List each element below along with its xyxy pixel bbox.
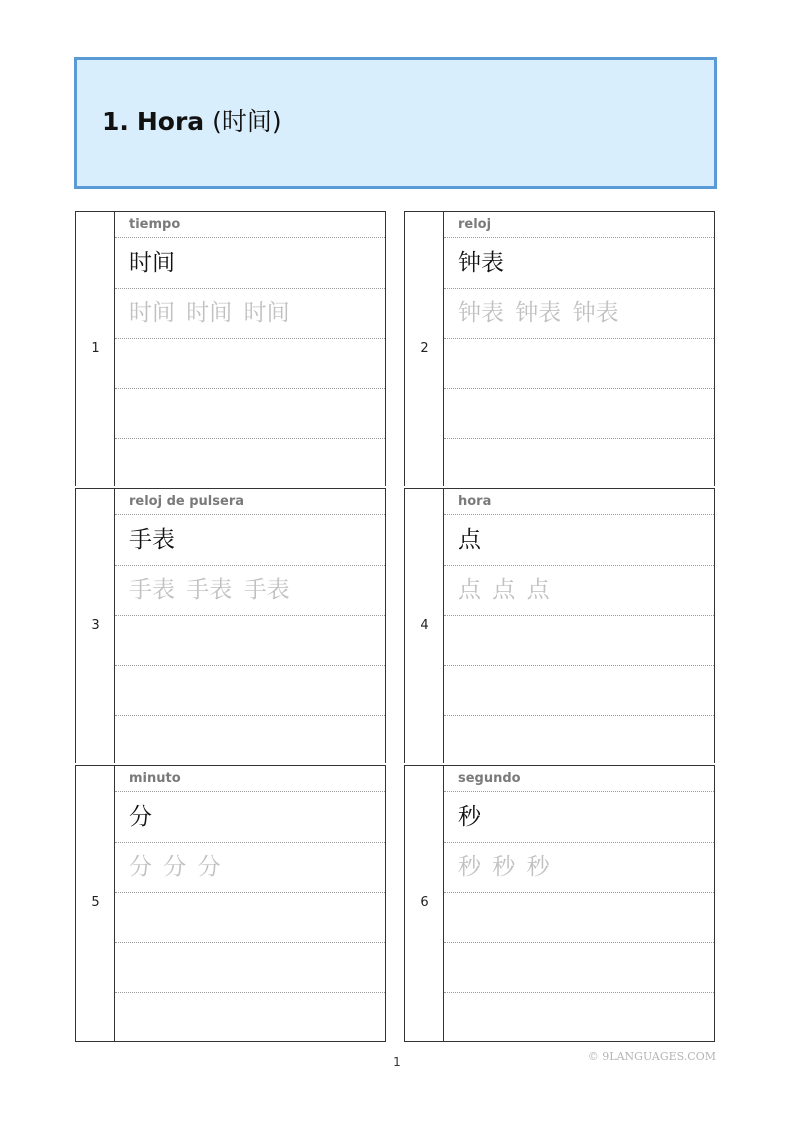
practice-row xyxy=(115,942,385,993)
vocab-card xyxy=(404,488,715,763)
card-number-column xyxy=(405,489,444,763)
card-number: 2 xyxy=(420,341,429,356)
practice-row xyxy=(444,338,714,389)
hanzi-row xyxy=(444,792,714,843)
lesson-number: 1. xyxy=(102,107,129,136)
hanzi-row xyxy=(115,515,385,566)
trace-row xyxy=(115,842,385,893)
card-hanzi: 时间 xyxy=(129,250,175,276)
copyright-notice: © 9LANGUAGES.COM xyxy=(587,1050,716,1063)
card-content xyxy=(444,212,714,486)
practice-row xyxy=(444,992,714,1042)
vocab-card xyxy=(75,211,386,486)
card-number-column xyxy=(405,212,444,486)
card-content xyxy=(444,766,714,1041)
practice-row xyxy=(444,388,714,439)
practice-row xyxy=(444,715,714,765)
vocab-card xyxy=(75,765,386,1042)
card-content xyxy=(115,766,385,1041)
lesson-header xyxy=(74,57,717,189)
card-meaning-row xyxy=(444,766,714,792)
trace-row xyxy=(444,565,714,616)
practice-row xyxy=(115,338,385,389)
card-meaning-row xyxy=(444,489,714,515)
card-meaning: segundo xyxy=(458,771,521,786)
card-meaning: tiempo xyxy=(129,217,181,232)
practice-row xyxy=(115,388,385,439)
card-hanzi: 分 xyxy=(129,804,152,830)
card-number-column xyxy=(405,766,444,1041)
trace-row xyxy=(115,288,385,339)
card-hanzi: 点 xyxy=(458,527,481,553)
vocab-card xyxy=(404,211,715,486)
card-number: 6 xyxy=(420,895,429,910)
hanzi-row xyxy=(115,238,385,289)
lesson-word: Hora xyxy=(136,107,205,136)
card-meaning: reloj xyxy=(458,217,492,232)
trace-row xyxy=(444,842,714,893)
lesson-title xyxy=(102,107,282,137)
card-number-column xyxy=(76,766,115,1041)
trace-row xyxy=(115,565,385,616)
card-trace: 分 分 分 xyxy=(129,854,221,880)
card-meaning-row xyxy=(115,489,385,515)
card-meaning-row xyxy=(444,212,714,238)
vocab-card xyxy=(404,765,715,1042)
hanzi-row xyxy=(444,238,714,289)
card-number: 4 xyxy=(420,618,429,633)
practice-row xyxy=(444,665,714,716)
card-hanzi: 钟表 xyxy=(458,250,504,276)
card-number: 3 xyxy=(91,618,100,633)
card-meaning: reloj de pulsera xyxy=(129,494,245,509)
card-trace: 点 点 点 xyxy=(458,577,550,603)
hanzi-row xyxy=(444,515,714,566)
practice-row xyxy=(444,615,714,666)
card-number-column xyxy=(76,212,115,486)
lesson-chinese: (时间) xyxy=(212,107,282,136)
page-number: 1 xyxy=(393,1055,401,1069)
card-number-column xyxy=(76,489,115,763)
card-trace: 时间 时间 时间 xyxy=(129,300,290,326)
card-meaning: minuto xyxy=(129,771,181,786)
hanzi-row xyxy=(115,792,385,843)
practice-row xyxy=(115,665,385,716)
card-meaning: hora xyxy=(458,494,492,509)
card-meaning-row xyxy=(115,766,385,792)
practice-row xyxy=(444,942,714,993)
card-hanzi: 秒 xyxy=(458,804,481,830)
card-content xyxy=(115,212,385,486)
card-content xyxy=(444,489,714,763)
card-number: 5 xyxy=(91,895,100,910)
vocab-card xyxy=(75,488,386,763)
card-trace: 手表 手表 手表 xyxy=(129,577,290,603)
trace-row xyxy=(444,288,714,339)
card-trace: 秒 秒 秒 xyxy=(458,854,550,880)
card-trace: 钟表 钟表 钟表 xyxy=(458,300,619,326)
card-hanzi: 手表 xyxy=(129,527,175,553)
practice-row xyxy=(444,892,714,943)
card-meaning-row xyxy=(115,212,385,238)
card-number: 1 xyxy=(91,341,100,356)
practice-row xyxy=(115,615,385,666)
practice-row xyxy=(115,715,385,765)
card-content xyxy=(115,489,385,763)
practice-row xyxy=(115,438,385,488)
practice-row xyxy=(115,992,385,1042)
practice-row xyxy=(115,892,385,943)
practice-row xyxy=(444,438,714,488)
